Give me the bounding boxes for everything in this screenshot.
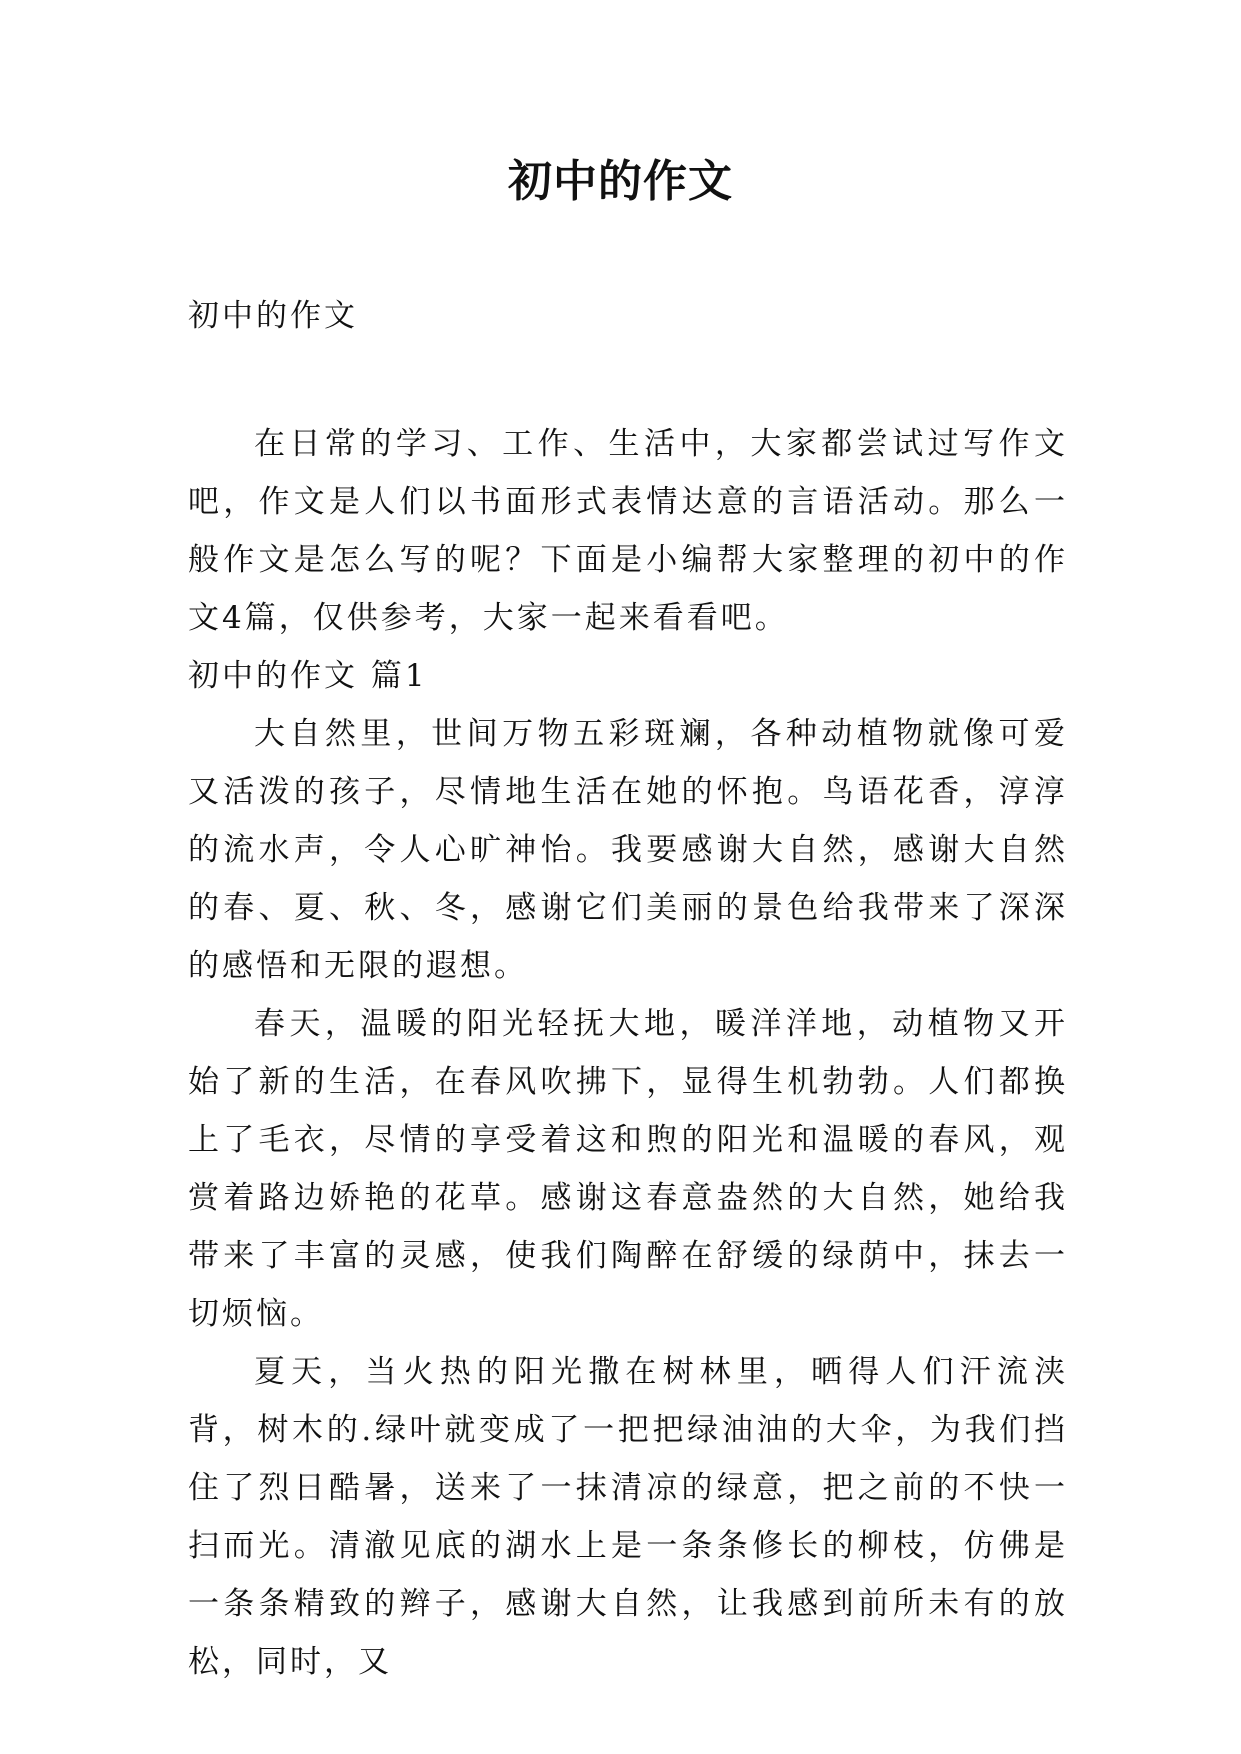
document-title: 初中的作文 xyxy=(508,156,733,207)
intro-paragraph: 在日常的学习、工作、生活中，大家都尝试过写作文吧，作文是人们以书面形式表情达意的言语活动。那么一般作文是怎么写的呢？下面是小编帮大家整理的初中的作文4篇，仅供参考，大家一起来看看吧。 xyxy=(188,426,1068,636)
section-heading: 初中的作文 篇1 xyxy=(188,658,428,694)
body-paragraph: 春天，温暖的阳光轻抚大地，暖洋洋地，动植物又开始了新的生活，在春风吹拂下，显得生机勃勃。人们都换上了毛衣，尽情的享受着这和煦的阳光和温暖的春风，观赏着路边娇艳的花草。感谢这春意盎然的大自然，她给我带来了丰富的灵感，使我们陶醉在舒缓的绿荫中，抹去一切烦恼。 xyxy=(188,1006,1068,1332)
document-subtitle: 初中的作文 xyxy=(188,298,358,334)
body-paragraph: 夏天，当火热的阳光撒在树林里，晒得人们汗流浃背，树木的.绿叶就变成了一把把绿油油的大伞，为我们挡住了烈日酷暑，送来了一抹清凉的绿意，把之前的不快一扫而光。清澈见底的湖水上是一条条修长的柳枝，仿佛是一条条精致的辫子，感谢大自然，让我感到前所未有的放松，同时，又 xyxy=(188,1354,1068,1680)
body-paragraph: 大自然里，世间万物五彩斑斓，各种动植物就像可爱又活泼的孩子，尽情地生活在她的怀抱。鸟语花香，淳淳的流水声，令人心旷神怡。我要感谢大自然，感谢大自然的春、夏、秋、冬，感谢它们美丽的景色给我带来了深深的感悟和无限的遐想。 xyxy=(188,716,1068,984)
document-body xyxy=(188,287,1068,1691)
